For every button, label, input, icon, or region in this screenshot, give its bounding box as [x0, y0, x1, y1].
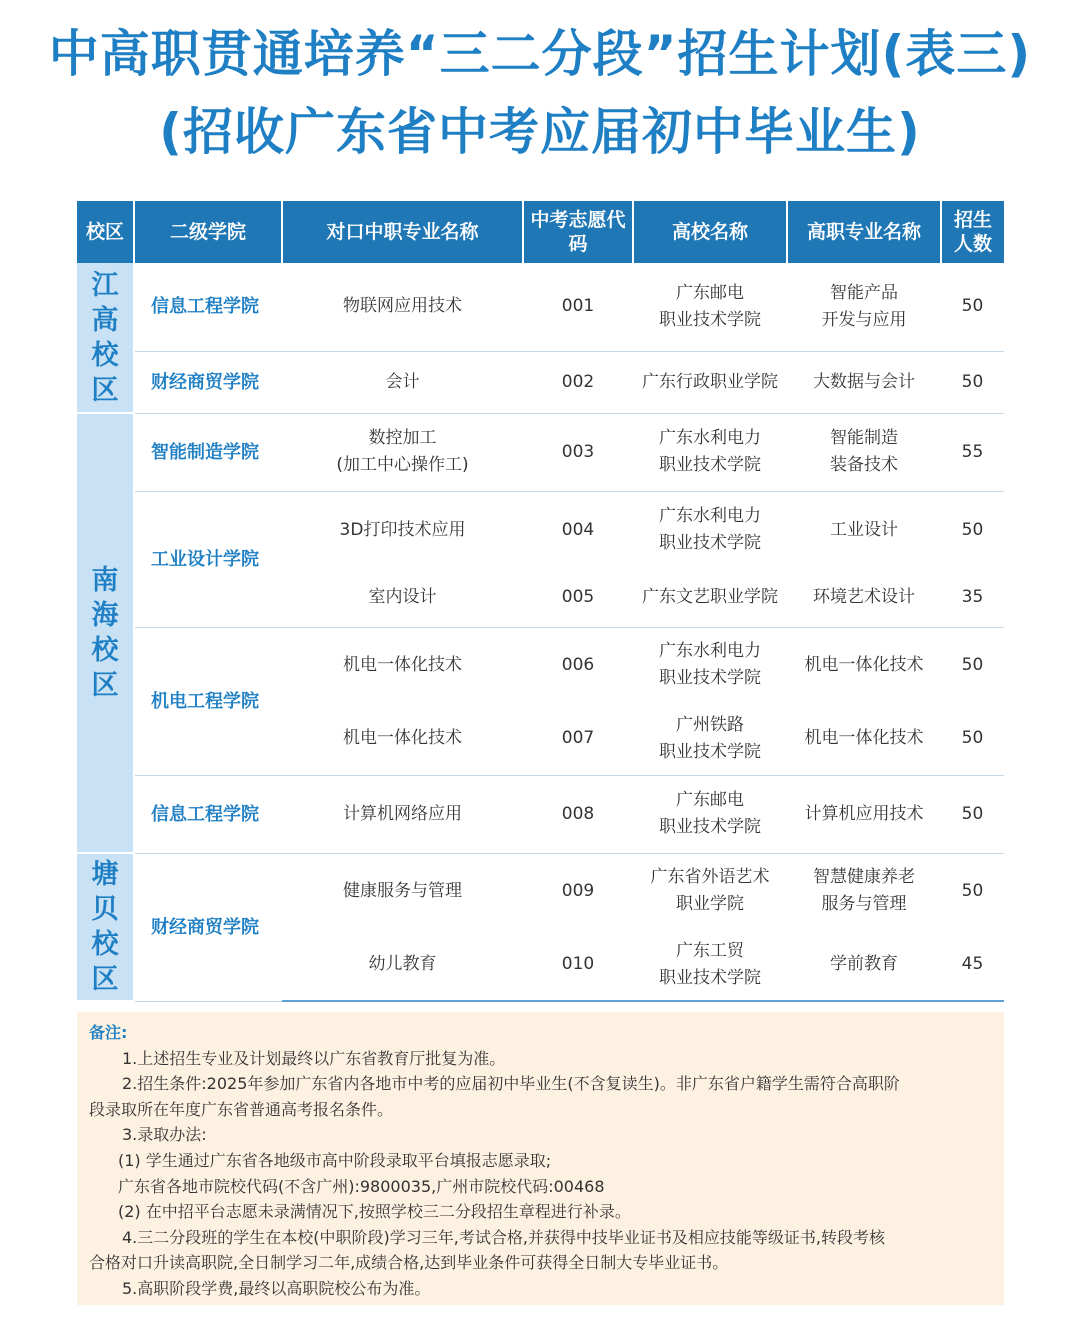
campus-cell	[77, 853, 134, 1001]
code-cell: 006	[561, 654, 595, 675]
code-cell: 005	[523, 569, 633, 627]
table-row	[77, 413, 1004, 491]
major-cell: 机电一体化技术	[343, 654, 462, 675]
school-cell: 广东水利电力 职业技术学院	[633, 413, 787, 491]
campus-cell	[77, 263, 134, 413]
quota-cell: 50	[961, 880, 984, 901]
major-cell: 计算机网络应用	[282, 775, 523, 853]
notes-panel	[77, 1012, 1004, 1305]
code-cell: 003	[523, 413, 633, 491]
college-cell: 财经商贸学院	[134, 351, 282, 413]
college-cell: 工业设计学院	[134, 491, 282, 627]
college-cell: 信息工程学院	[134, 263, 282, 351]
note-item: 3.录取办法:	[122, 1125, 207, 1145]
campus-label: 江高校区	[91, 269, 119, 406]
note-item: 4.三二分段班的学生在本校(中职阶段)学习三年,考试合格,并获得中技毕业证书及相应技能等级证书,转段考核	[122, 1227, 886, 1247]
header-quota: 招生人数	[941, 201, 1004, 263]
quota-cell: 50	[941, 775, 1004, 853]
page-subtitle: (招收广东省中考应届初中毕业生)	[159, 103, 921, 161]
quota-cell: 50	[941, 351, 1004, 413]
note-item: 广东省各地市院校代码(不含广州):9800035,广州市院校代码:00468	[118, 1176, 605, 1196]
major-cell: 物联网应用技术	[282, 263, 523, 351]
hmajor-cell: 智能产品 开发与应用	[787, 263, 941, 351]
major-cell: 幼儿教育	[282, 929, 523, 1001]
note-item: (1) 学生通过广东省各地级市高中阶段录取平台填报志愿录取;	[118, 1150, 552, 1170]
school-cell: 广东水利电力 职业技术学院	[659, 641, 761, 689]
quota-cell: 50	[961, 654, 984, 675]
hmajor-cell: 环境艺术设计	[787, 569, 941, 627]
major-cell: 会计	[282, 351, 523, 413]
campus-label: 南海校区	[91, 565, 119, 701]
enrollment-plan-table	[77, 201, 1004, 1002]
major-cell: 室内设计	[282, 569, 523, 627]
notes-title: 备注:	[89, 1023, 128, 1042]
code-cell: 009	[561, 880, 595, 901]
header-major: 对口中职专业名称	[282, 201, 523, 263]
table-header-row	[77, 201, 1004, 263]
school-cell: 广东行政职业学院	[633, 351, 787, 413]
note-item: 合格对口升读高职院,全日制学习二年,成绩合格,达到毕业条件可获得全日制大专毕业证书。	[89, 1253, 729, 1273]
table-row	[77, 263, 1004, 351]
table-row	[77, 775, 1004, 853]
school-cell: 广东邮电 职业技术学院	[633, 775, 787, 853]
major-cell: 数控加工 (加工中心操作工)	[282, 413, 523, 491]
code-cell: 004	[561, 519, 595, 540]
code-cell: 001	[523, 263, 633, 351]
hmajor-cell: 大数据与会计	[787, 351, 941, 413]
table-row	[77, 491, 1004, 569]
code-cell: 010	[523, 929, 633, 1001]
code-cell: 002	[523, 351, 633, 413]
quota-cell: 50	[941, 703, 1004, 775]
major-cell: 机电一体化技术	[282, 703, 523, 775]
college-cell: 信息工程学院	[134, 775, 282, 853]
note-item: 1.上述招生专业及计划最终以广东省教育厅批复为准。	[122, 1048, 506, 1068]
quota-cell: 45	[941, 929, 1004, 1001]
school-cell: 广东文艺职业学院	[633, 569, 787, 627]
note-item: 5.高职阶段学费,最终以高职院校公布为准。	[122, 1278, 431, 1298]
header-hmajor: 高职专业名称	[787, 201, 941, 263]
school-cell: 广州铁路 职业技术学院	[633, 703, 787, 775]
header-campus: 校区	[77, 201, 134, 263]
quota-cell: 35	[941, 569, 1004, 627]
table-row	[77, 351, 1004, 413]
hmajor-cell: 机电一体化技术	[804, 654, 924, 675]
school-cell: 广东邮电 职业技术学院	[633, 263, 787, 351]
hmajor-cell: 机电一体化技术	[787, 703, 941, 775]
header-college: 二级学院	[134, 201, 282, 263]
quota-cell: 50	[941, 263, 1004, 351]
hmajor-cell: 工业设计	[830, 519, 898, 540]
header-code: 中考志愿代码	[523, 201, 633, 263]
header-school: 高校名称	[633, 201, 787, 263]
school-cell: 广东工贸 职业技术学院	[633, 929, 787, 1001]
school-cell: 广东水利电力 职业技术学院	[659, 506, 761, 554]
major-cell: 健康服务与管理	[343, 880, 462, 901]
school-cell: 广东省外语艺术 职业学院	[650, 867, 770, 915]
major-cell: 3D打印技术应用	[339, 519, 466, 540]
hmajor-cell: 计算机应用技术	[787, 775, 941, 853]
note-item: (2) 在中招平台志愿未录满情况下,按照学校三二分段招生章程进行补录。	[118, 1202, 631, 1222]
code-cell: 007	[523, 703, 633, 775]
code-cell: 008	[523, 775, 633, 853]
campus-cell	[77, 413, 134, 853]
hmajor-cell: 学前教育	[787, 929, 941, 1001]
college-cell: 智能制造学院	[134, 413, 282, 491]
quota-cell: 50	[961, 519, 984, 540]
quota-cell: 55	[941, 413, 1004, 491]
college-cell: 机电工程学院	[134, 627, 282, 775]
table-row	[77, 627, 1004, 703]
note-item: 段录取所在年度广东省普通高考报名条件。	[89, 1099, 394, 1119]
hmajor-cell: 智能制造 装备技术	[787, 413, 941, 491]
campus-label: 塘贝校区	[91, 859, 119, 995]
note-item: 2.招生条件:2025年参加广东省内各地市中考的应届初中毕业生(不含复读生)。非广东省户籍学生需符合高职阶	[122, 1074, 900, 1094]
hmajor-cell: 智慧健康养老 服务与管理	[813, 867, 915, 915]
college-cell: 财经商贸学院	[134, 853, 282, 1001]
table-row	[77, 853, 1004, 929]
page-title: 中高职贯通培养“三二分段”招生计划(表三)	[48, 25, 1032, 83]
